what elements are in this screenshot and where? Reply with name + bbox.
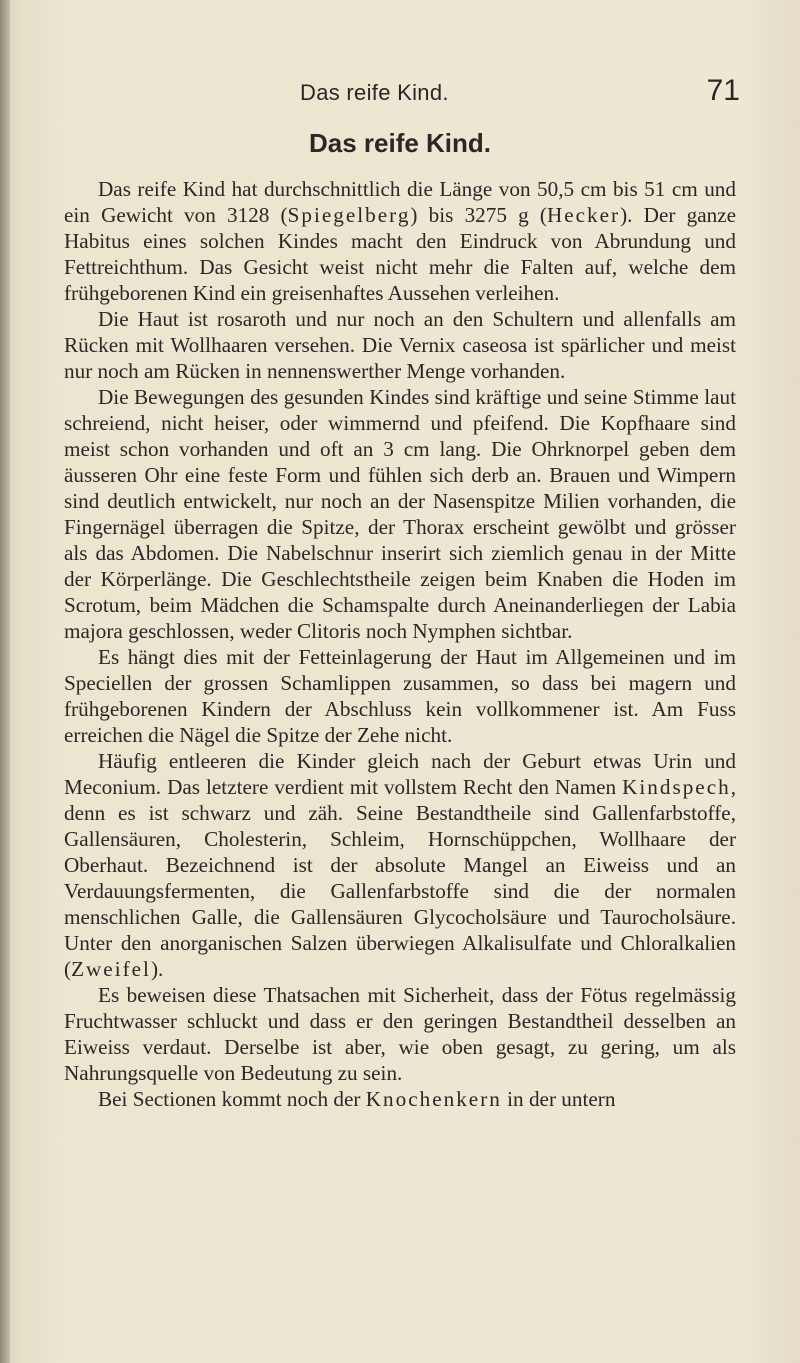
text-run: Häufig entleeren die Kinder gleich nach der Geburt etwas Urin und Meconium. Das letztere verdient mit vollstem Recht den Namen	[64, 749, 736, 799]
author-name-hecker: Hecker	[546, 203, 621, 227]
text-run: ).	[150, 957, 164, 981]
text-run: , denn es ist schwarz und zäh. Seine Bestandtheile sind Gallenfarbstoffe, Gallensäuren, Cholesterin, Schleim, Hornschüppchen, Wollhaare der Oberhaut. Bezeichnend ist der absolute Mangel an Eiweiss und an Verdauungsfermenten, die Gallenfarbstoffe sind die der normalen menschlichen Galle, die Gallensäuren Glycocholsäure und Taurocholsäure. Unter den anorganischen Salzen überwiegen Alkalisulfate und Chloralkalien (	[64, 775, 736, 981]
body-text	[64, 176, 736, 1112]
paragraph-skin: Die Haut ist rosaroth und nur noch an den Schultern und allenfalls am Rücken mit Wollhaaren versehen. Die Vernix caseosa ist spärlicher und meist nur noch am Rücken in nennenswerther Menge vorhanden.	[64, 307, 736, 383]
paragraph-movements: Die Bewegungen des gesunden Kindes sind kräftige und seine Stimme laut schreiend, nicht heiser, oder wimmernd und pfeifend. Die Kopfhaare sind meist schon vorhanden und oft an 3 cm lang. Die Ohrknorpel geben dem äusseren Ohr eine feste Form und fühlen sich derb an. Brauen und Wimpern sind deutlich entwickelt, nur noch an der Nasenspitze Milien vorhanden, die Fingernägel überragen die Spitze, der Thorax erscheint gewölbt und grösser als das Abdomen. Die Nabelschnur inserirt sich ziemlich genau in der Mitte der Körperlänge. Die Geschlechtstheile zeigen beim Knaben die Hoden im Scrotum, beim Mädchen die Schamspalte durch Aneinanderliegen der Labia majora geschlossen, weder Clitoris noch Nymphen sichtbar.	[64, 385, 736, 643]
author-name-spiegelberg: Spiegelberg	[287, 203, 411, 227]
paragraph-amniotic-fluid: Es beweisen diese Thatsachen mit Sicherheit, dass der Fötus regelmässig Fruchtwasser schluckt und dass er den geringen Bestandtheil desselben an Eiweiss verdaut. Derselbe ist aber, wie oben gesagt, zu gering, um als Nahrungsquelle von Bedeutung zu sein.	[64, 983, 736, 1085]
paragraph-fat-deposition: Es hängt dies mit der Fetteinlagerung der Haut im Allgemeinen und im Speciellen der grossen Schamlippen zusammen, so dass bei magern und frühgeborenen Kindern der Abschluss kein vollkommener ist. Am Fuss erreichen die Nägel die Spitze der Zehe nicht.	[64, 645, 736, 747]
page-gutter-shadow	[0, 0, 10, 1363]
term-kindspech: Kindspech	[622, 775, 731, 799]
paragraph-sections	[64, 1086, 736, 1112]
text-run: Das reife Kind hat durchschnittlich die Länge von 50,5 cm bis 51 cm und ein Gewicht von 3128 (	[64, 177, 736, 227]
text-run: Bei Sectionen kommt noch der	[98, 1087, 366, 1111]
text-run: ) bis 3275 g (	[410, 203, 547, 227]
paragraph-meconium	[64, 748, 736, 982]
author-name-zweifel: Zweifel	[71, 957, 151, 981]
running-title: Das reife Kind.	[300, 80, 449, 105]
term-knochenkern: Knochenkern	[365, 1087, 502, 1111]
paragraph-dimensions	[64, 176, 736, 306]
running-head	[60, 72, 740, 112]
chapter-title: Das reife Kind.	[308, 128, 492, 158]
text-run: in der untern	[501, 1087, 616, 1111]
text-run: ). Der ganze Habitus eines solchen Kindes macht den Eindruck von Abrundung und Fettreichthum. Das Gesicht weist nicht mehr die Falten auf, welche dem frühgeborenen Kind ein greisenhaftes Aussehen verleihen.	[64, 203, 736, 305]
page-number: 71	[706, 74, 740, 107]
